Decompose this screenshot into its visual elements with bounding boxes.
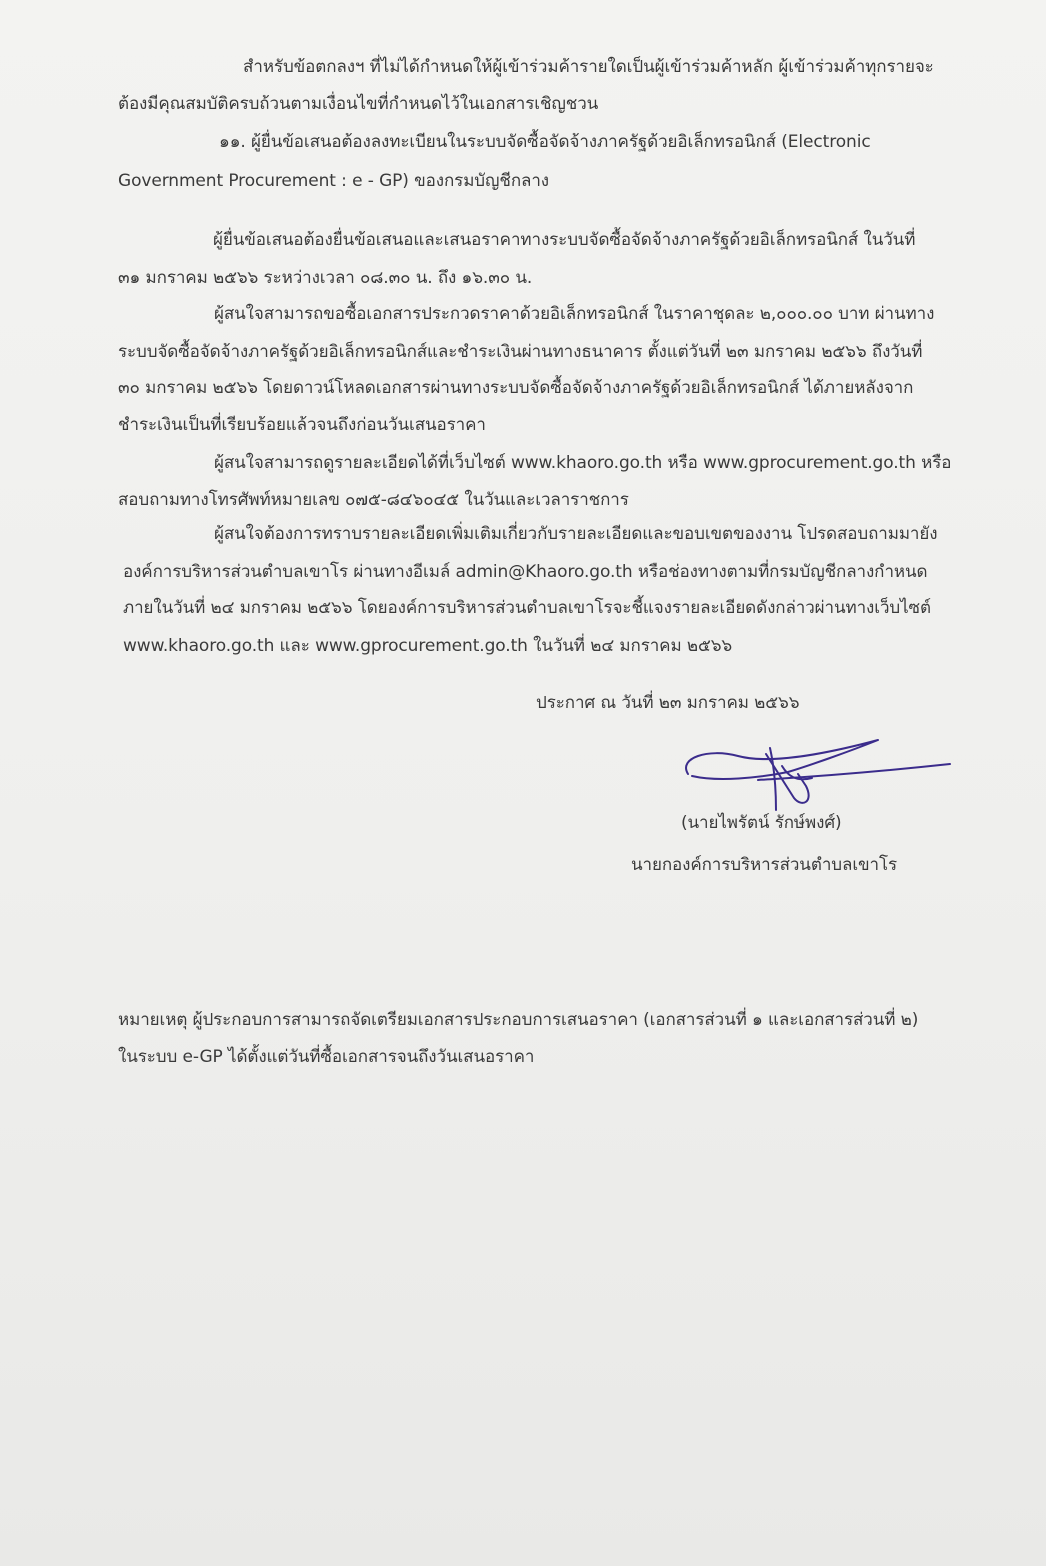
text-line: สำหรับข้อตกลงฯ ที่ไม่ได้กำหนดให้ผู้เข้าร่วมค้ารายใดเป็นผู้เข้าร่วมค้าหลัก ผู้เข้าร่วมค้าทุกรายจะ (243, 57, 934, 77)
text-line: องค์การบริหารส่วนตำบลเขาโร ผ่านทางอีเมล์ admin@Khaoro.go.th หรือช่องทางตามที่กรมบัญชีกลางกำหนด (123, 562, 928, 582)
note-line: หมายเหตุ ผู้ประกอบการสามารถจัดเตรียมเอกสารประกอบการเสนอราคา (เอกสารส่วนที่ ๑ และเอกสารส่วนที่ ๒) (118, 1010, 919, 1030)
text-line: ๓๐ มกราคม ๒๕๖๖ โดยดาวน์โหลดเอกสารผ่านทางระบบจัดซื้อจัดจ้างภาครัฐด้วยอิเล็กทรอนิกส์ ได้ภายหลังจาก (118, 378, 914, 398)
text-line: ผู้สนใจสามารถดูรายละเอียดได้ที่เว็บไซต์ www.khaoro.go.th หรือ www.gprocurement.go.th หรือ (214, 453, 952, 473)
signatory-name: (นายไพรัตน์ รักษ์พงศ์) (681, 813, 842, 833)
text-line: ๑๑. ผู้ยื่นข้อเสนอต้องลงทะเบียนในระบบจัดซื้อจัดจ้างภาครัฐด้วยอิเล็กทรอนิกส์ (Electronic (219, 132, 871, 152)
text-line: ระบบจัดซื้อจัดจ้างภาครัฐด้วยอิเล็กทรอนิกส์และชำระเงินผ่านทางธนาคาร ตั้งแต่วันที่ ๒๓ มกราคม ๒๕๖๖ ถึงวันที่ (118, 342, 923, 362)
text-line: ภายในวันที่ ๒๔ มกราคม ๒๕๖๖ โดยองค์การบริหารส่วนตำบลเขาโรจะชี้แจงรายละเอียดดังกล่าวผ่านทางเว็บไซต์ (123, 598, 931, 618)
text-line: ผู้ยื่นข้อเสนอต้องยื่นข้อเสนอและเสนอราคาทางระบบจัดซื้อจัดจ้างภาครัฐด้วยอิเล็กทรอนิกส์ ในวันที่ (213, 230, 916, 250)
text-line: ชำระเงินเป็นที่เรียบร้อยแล้วจนถึงก่อนวันเสนอราคา (118, 415, 486, 435)
text-line: ผู้สนใจสามารถขอซื้อเอกสารประกวดราคาด้วยอิเล็กทรอนิกส์ ในราคาชุดละ ๒,๐๐๐.๐๐ บาท ผ่านทาง (214, 304, 935, 324)
text-line: ต้องมีคุณสมบัติครบถ้วนตามเงื่อนไขที่กำหนดไว้ในเอกสารเชิญชวน (118, 94, 599, 114)
text-line: Government Procurement : e - GP) ของกรมบัญชีกลาง (118, 171, 549, 191)
text-line: ผู้สนใจต้องการทราบรายละเอียดเพิ่มเติมเกี่ยวกับรายละเอียดและขอบเขตของงาน โปรดสอบถามมายัง (214, 524, 938, 544)
signatory-title: นายกองค์การบริหารส่วนตำบลเขาโร (631, 855, 898, 875)
text-line: สอบถามทางโทรศัพท์หมายเลข ๐๗๕-๘๔๖๐๔๕ ในวันและเวลาราชการ (118, 490, 629, 510)
announcement-date: ประกาศ ณ วันที่ ๒๓ มกราคม ๒๕๖๖ (536, 693, 800, 713)
note-line: ในระบบ e-GP ได้ตั้งแต่วันที่ซื้อเอกสารจนถึงวันเสนอราคา (118, 1047, 535, 1067)
signature-image (678, 736, 968, 816)
text-line: ๓๑ มกราคม ๒๕๖๖ ระหว่างเวลา ๐๘.๓๐ น. ถึง ๑๖.๓๐ น. (118, 268, 533, 288)
text-line: www.khaoro.go.th และ www.gprocurement.go.th ในวันที่ ๒๔ มกราคม ๒๕๖๖ (123, 636, 733, 656)
